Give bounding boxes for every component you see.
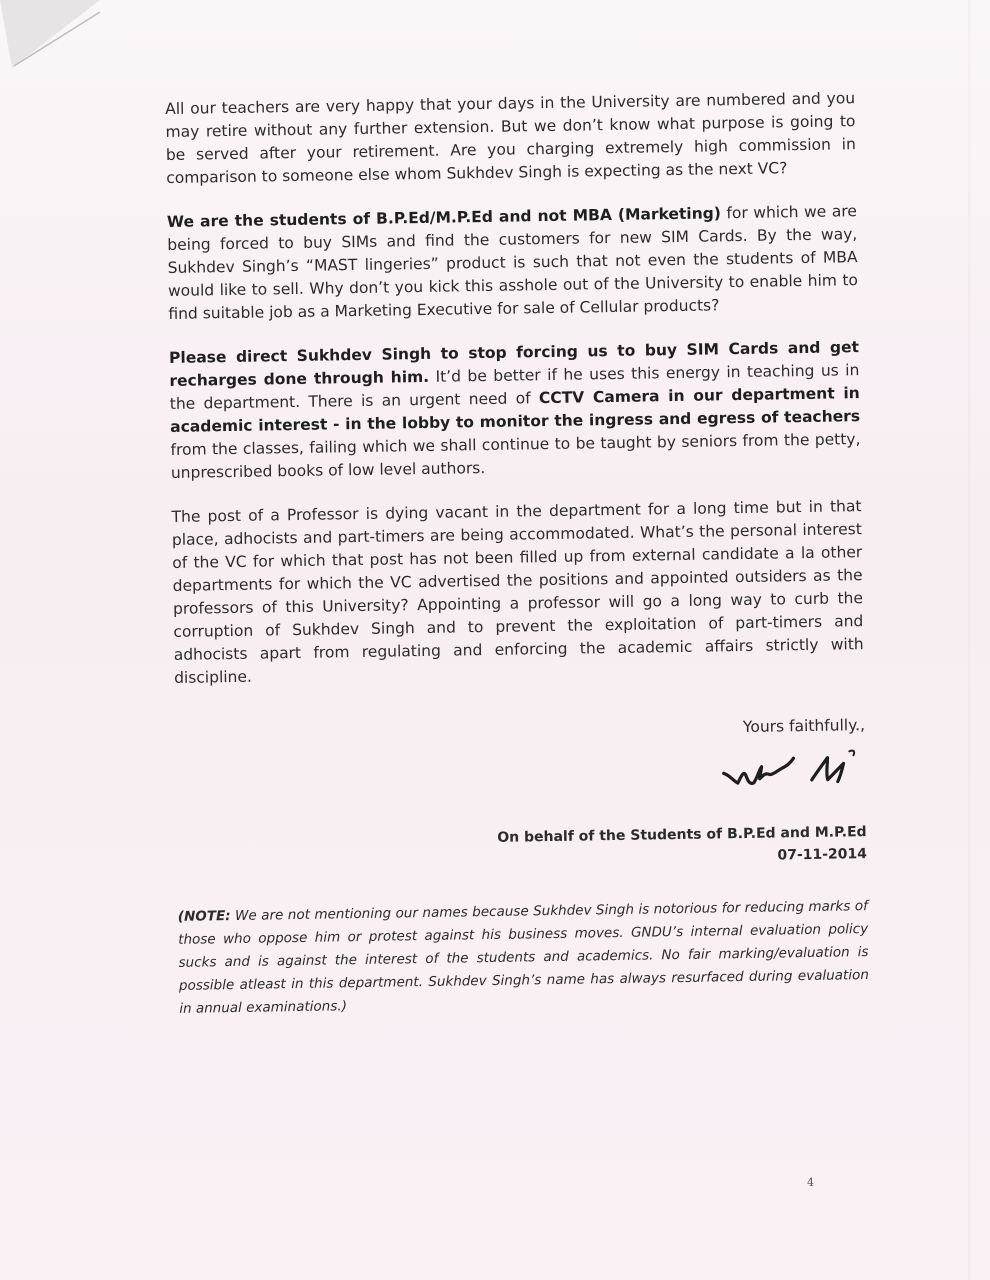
body-paragraph [167, 200, 859, 326]
body-paragraph [171, 495, 864, 690]
signatory-block [177, 821, 868, 876]
page-edge-shadow [968, 0, 972, 1280]
bold-text: CCTV Camera in our department in academic interest - in the lobby to monitor the ingress and egress of teachers [170, 384, 861, 436]
body-paragraph [165, 87, 856, 190]
note-text: We are not mentioning our names because Sukhdev Singh is notorious for reducing marks of those who oppose him or protest against his business moves. GNDU’s internal evaluation policy sucks and is against the interest of the students and academics. No fair marking/evaluation is possible atleast in this department. Sukhdev Singh’s name has always resurfaced during evaluation in annual examinations.) [178, 898, 869, 1017]
letter-date: 07-11-2014 [777, 846, 868, 864]
bold-text: We are the students of B.P.Ed/M.P.Ed and not MBA (Marketing) [166, 204, 722, 231]
body-paragraph [169, 336, 861, 485]
bold-text: Please direct Sukhdev Singh to stop forcing us to buy SIM Cards and get recharges done through him. [168, 338, 860, 390]
closing-salutation: Yours faithfully., [742, 716, 866, 736]
paragraph-text: It’d be better if he uses this energy in teaching us in the department. There is an urgent need of [169, 361, 860, 413]
behalf-line: On behalf of the Students of B.P.Ed and M.P.Ed [497, 824, 867, 846]
paragraph-text: The post of a Professor is dying vacant in the department for a long time but in that place, adhocists and part-timers are being accommodated. What’s the personal interest of the VC for which that post has not been filled up from external candidate a la other departments for which the VC advertised the positions and appointed outsiders as the professors of this University? Appointing a professor will go a long way to curb the corruption of Sukhdev Singh and to prevent the exploitation of part-timers and adhocists apart from regulating and enforcing the academic affairs strictly with discipline. [171, 497, 864, 687]
paragraph-text: from the classes, failing which we shall continue to be taught by seniors from the petty, unprescribed books of low level authors. [170, 430, 861, 482]
page-number: 4 [807, 1176, 814, 1189]
signature [715, 743, 866, 805]
note-paragraph [178, 895, 870, 1021]
note-label: (NOTE: [177, 908, 231, 925]
letter-body [165, 87, 869, 1021]
paragraph-text: for which we are being forced to buy SIMs and find the customers for new SIM Cards. By the way, Sukhdev Singh’s “MAST lingeries” product is such that not even the students of MBA would like to sell. Why don’t you kick this asshole out of the University to enable him to find suitable job as a Marketing Executive for sale of Cellular products? [167, 202, 859, 323]
folded-corner [0, 0, 110, 80]
paragraph-list [165, 87, 864, 690]
paragraph-text: All our teachers are very happy that your days in the University are numbered and you may retire without any further extension. But we don’t know what purpose is going to be served after your retirement. Are you charging extremely high commission in comparison to someone else whom Sukhdev Singh is expecting as the next VC? [165, 89, 856, 187]
